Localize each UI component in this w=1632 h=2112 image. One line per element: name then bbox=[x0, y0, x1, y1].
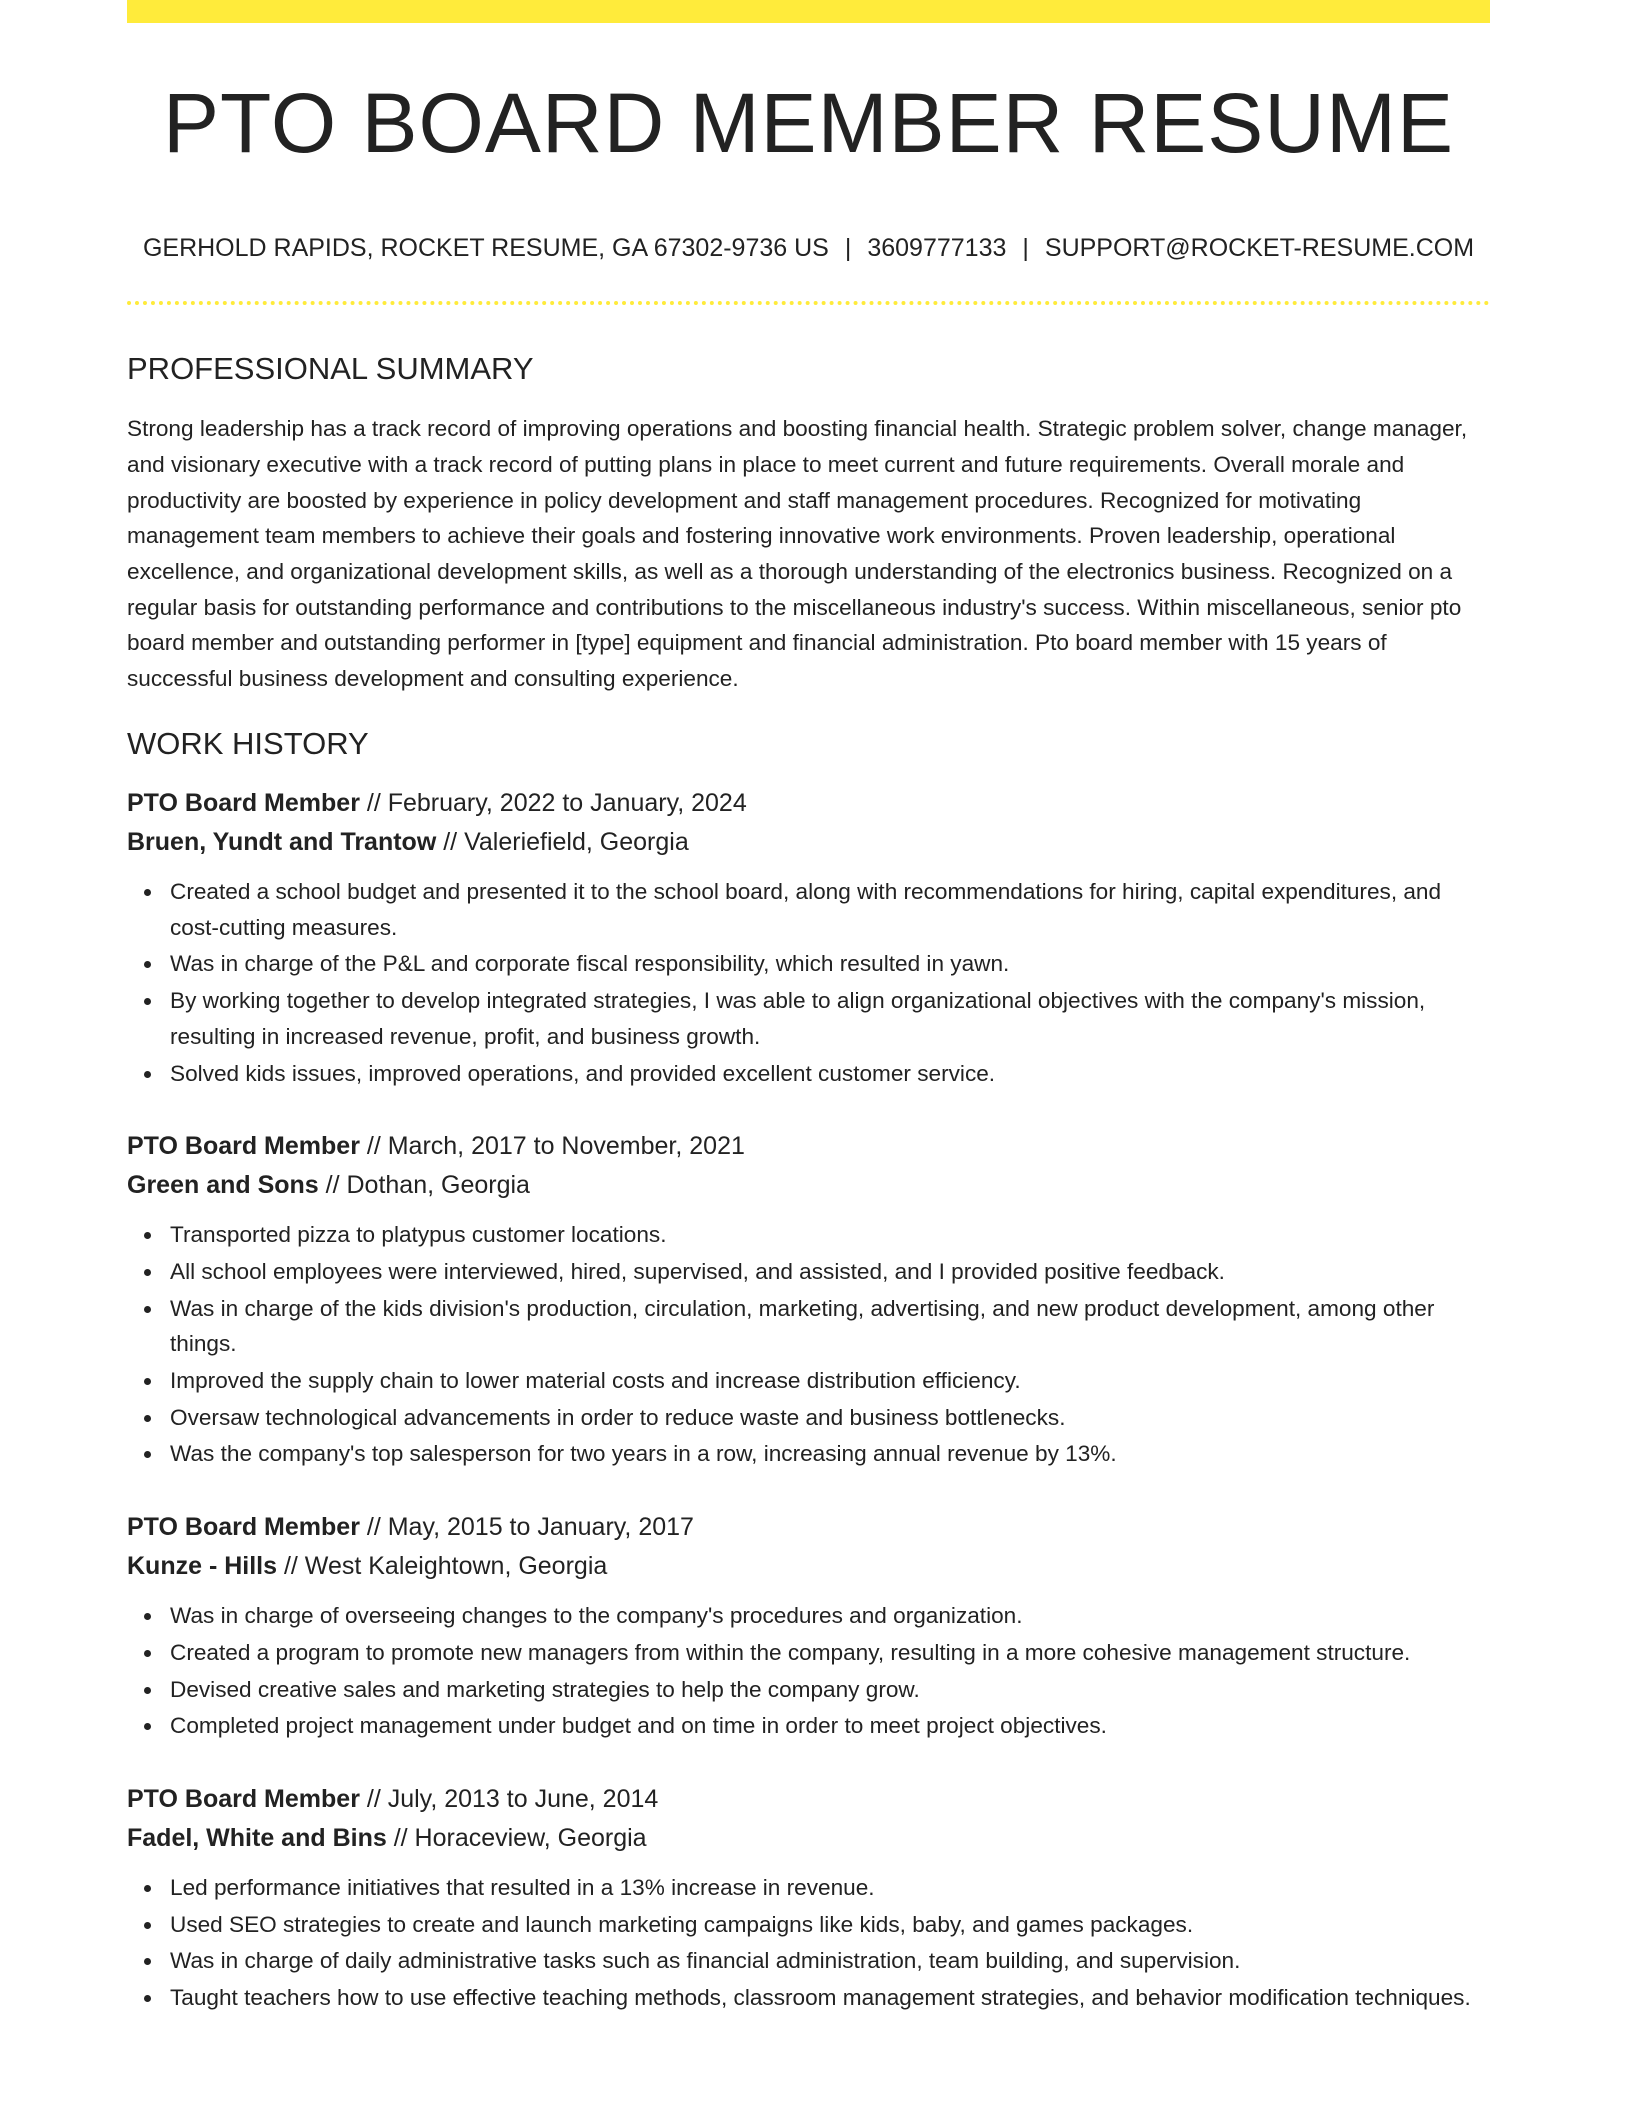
job-title-line bbox=[127, 1780, 1490, 1819]
work-history-heading: WORK HISTORY bbox=[127, 725, 369, 761]
job-bullet bbox=[127, 1598, 1490, 1634]
job-bullet-text: Was the company's top salesperson for two years in a row, increasing annual revenue by 13%. bbox=[170, 1441, 1117, 1467]
job-bullet-text: Taught teachers how to use effective teaching methods, classroom management strategies, and behavior modification techniques. bbox=[170, 1985, 1471, 2011]
job-title: PTO Board Member bbox=[127, 1513, 360, 1542]
job-bullet bbox=[127, 1870, 1490, 1906]
bullet-icon bbox=[144, 1306, 151, 1313]
job-title-line bbox=[127, 1508, 1490, 1547]
section-divider bbox=[127, 301, 1490, 305]
job-location: // Dothan, Georgia bbox=[318, 1171, 530, 1200]
job-dates: // February, 2022 to January, 2024 bbox=[359, 789, 747, 817]
job-company-line bbox=[127, 1547, 1490, 1586]
job-dates: // March, 2017 to November, 2021 bbox=[359, 1132, 745, 1161]
bullet-icon bbox=[144, 1378, 151, 1385]
contact-address: GERHOLD RAPIDS, ROCKET RESUME, GA 67302-9736 US bbox=[142, 234, 829, 262]
job-bullet bbox=[127, 1400, 1490, 1436]
job-bullet-text: Was in charge of the kids division's production, circulation, marketing, advertising, and new product development, among other things. bbox=[170, 1295, 1435, 1357]
contact-email: SUPPORT@ROCKET-RESUME.COM bbox=[1044, 234, 1475, 262]
job-company: Bruen, Yundt and Trantow bbox=[127, 828, 437, 856]
job-bullet-text: Improved the supply chain to lower material costs and increase distribution efficiency. bbox=[170, 1368, 1021, 1394]
accent-bar bbox=[127, 0, 1490, 23]
job-title-line bbox=[127, 784, 1490, 823]
resume-title: PTO BOARD MEMBER RESUME bbox=[163, 76, 1454, 170]
job-entry bbox=[127, 784, 1490, 1091]
job-bullet bbox=[127, 1217, 1490, 1253]
job-bullet-text: Was in charge of overseeing changes to the company's procedures and organization. bbox=[170, 1603, 1023, 1629]
job-bullet-text: Completed project management under budget and on time in order to meet project objectives. bbox=[170, 1713, 1107, 1739]
bullet-icon bbox=[144, 998, 151, 1005]
summary-text: Strong leadership has a track record of improving operations and boosting financial health. Strategic problem solver, change manager, and visionary executive with a track record of putting plans in place to meet current and future requirements. Overall morale and productivity are boosted by experience in policy development and staff management procedures. Recognized for motivating management team members to achieve their goals and fostering innovative work environments. Proven leadership, operational excellence, and organizational development skills, as well as a thorough understanding of the electronics business. Recognized on a regular basis for outstanding performance and contributions to the miscellaneous industry's success. Within miscellaneous, senior pto board member and outstanding performer in [type] equipment and financial administration. Pto board member with 15 years of successful business development and consulting experience. bbox=[127, 416, 1468, 692]
job-location: // West Kaleightown, Georgia bbox=[277, 1552, 608, 1581]
job-bullet-text: All school employees were interviewed, hired, supervised, and assisted, and I provided positive feedback. bbox=[170, 1258, 1225, 1284]
job-title-line bbox=[127, 1127, 1490, 1166]
bullet-icon bbox=[144, 1885, 151, 1892]
job-bullet-text: By working together to develop integrated strategies, I was able to align organizational objectives with the company's mission, resulting in increased revenue, profit, and business growth. bbox=[170, 988, 1426, 1049]
job-dates: // May, 2015 to January, 2017 bbox=[359, 1513, 694, 1542]
contact-separator: | bbox=[1022, 234, 1029, 262]
job-company: Green and Sons bbox=[127, 1171, 319, 1200]
bullet-icon bbox=[144, 1922, 151, 1929]
job-bullet bbox=[127, 1635, 1490, 1671]
job-bullet-text: Devised creative sales and marketing strategies to help the company grow. bbox=[170, 1676, 920, 1702]
job-bullet bbox=[127, 946, 1490, 982]
job-bullet-list bbox=[127, 1217, 1490, 1472]
job-title: PTO Board Member bbox=[127, 1784, 360, 1813]
job-bullet bbox=[127, 1708, 1490, 1744]
bullet-icon bbox=[144, 1723, 151, 1730]
bullet-icon bbox=[144, 1687, 151, 1694]
job-bullet-text: Created a school budget and presented it to the school board, along with recommendations for hiring, capital expenditures, and cost-cutting measures. bbox=[170, 879, 1442, 940]
work-history-list bbox=[127, 784, 1490, 2016]
job-bullet-text: Was in charge of the P&L and corporate fiscal responsibility, which resulted in yawn. bbox=[170, 951, 1010, 977]
job-title: PTO Board Member bbox=[127, 1132, 360, 1161]
job-bullet-text: Created a program to promote new managers from within the company, resulting in a more cohesive management structure. bbox=[170, 1639, 1411, 1665]
job-company-line bbox=[127, 823, 1490, 862]
job-bullet bbox=[127, 1056, 1490, 1092]
bullet-icon bbox=[144, 1232, 151, 1239]
job-bullet-text: Oversaw technological advancements in order to reduce waste and business bottlenecks. bbox=[170, 1404, 1066, 1430]
bullet-icon bbox=[144, 1269, 151, 1276]
resume-page bbox=[127, 0, 1490, 2017]
job-bullet-text: Was in charge of daily administrative tasks such as financial administration, team building, and supervision. bbox=[170, 1948, 1241, 1974]
bullet-icon bbox=[144, 889, 151, 896]
job-bullet-list bbox=[127, 874, 1490, 1091]
bullet-icon bbox=[144, 961, 151, 968]
job-bullet bbox=[127, 1907, 1490, 1943]
bullet-icon bbox=[144, 1451, 151, 1458]
contact-separator: | bbox=[844, 234, 852, 262]
job-bullet bbox=[127, 1943, 1490, 1979]
job-bullet-text: Used SEO strategies to create and launch marketing campaigns like kids, baby, and games packages. bbox=[170, 1911, 1194, 1937]
job-bullet-text: Led performance initiatives that resulted in a 13% increase in revenue. bbox=[170, 1874, 875, 1900]
job-company-line bbox=[127, 1819, 1490, 1858]
summary-heading: PROFESSIONAL SUMMARY bbox=[127, 351, 534, 386]
job-entry bbox=[127, 1508, 1490, 1744]
job-bullet-text: Transported pizza to platypus customer locations. bbox=[170, 1222, 667, 1248]
bullet-icon bbox=[144, 1958, 151, 1965]
job-location: // Valeriefield, Georgia bbox=[436, 828, 689, 856]
bullet-icon bbox=[144, 1071, 151, 1078]
job-dates: // July, 2013 to June, 2014 bbox=[359, 1784, 659, 1813]
job-bullet bbox=[127, 1980, 1490, 2016]
job-bullet bbox=[127, 1363, 1490, 1399]
bullet-icon bbox=[144, 1995, 151, 2002]
job-entry bbox=[127, 1780, 1490, 2016]
job-company-line bbox=[127, 1166, 1490, 1205]
contact-line bbox=[127, 233, 1490, 263]
job-company: Fadel, White and Bins bbox=[127, 1823, 387, 1852]
job-bullet bbox=[127, 1254, 1490, 1290]
job-bullet-list bbox=[127, 1870, 1490, 2016]
job-bullet bbox=[127, 1291, 1490, 1362]
contact-phone: 3609777133 bbox=[867, 234, 1007, 262]
job-title: PTO Board Member bbox=[127, 789, 360, 817]
job-bullet-list bbox=[127, 1598, 1490, 1744]
job-bullet bbox=[127, 1672, 1490, 1708]
bullet-icon bbox=[144, 1650, 151, 1657]
job-bullet bbox=[127, 874, 1490, 945]
job-bullet bbox=[127, 983, 1490, 1054]
job-company: Kunze - Hills bbox=[127, 1552, 278, 1581]
job-location: // Horaceview, Georgia bbox=[386, 1823, 647, 1852]
job-bullet-text: Solved kids issues, improved operations, and provided excellent customer service. bbox=[170, 1060, 996, 1086]
bullet-icon bbox=[144, 1613, 151, 1620]
job-entry bbox=[127, 1127, 1490, 1472]
job-bullet bbox=[127, 1436, 1490, 1472]
bullet-icon bbox=[144, 1415, 151, 1422]
